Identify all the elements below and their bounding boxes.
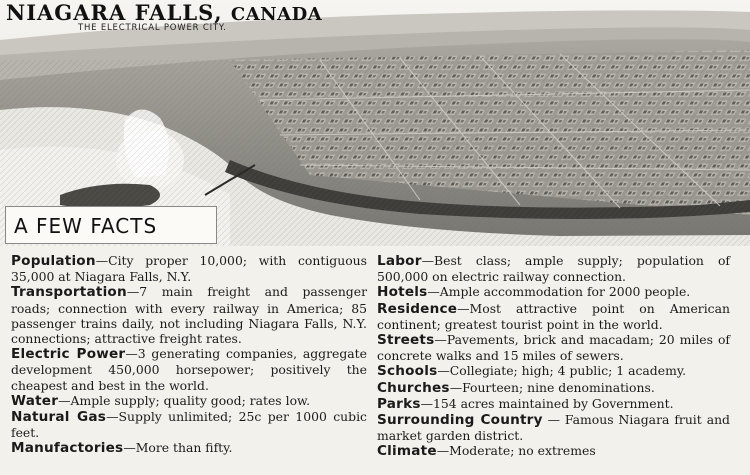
facts-heading: A FEW FACTS [5, 206, 217, 244]
fact-text: —Most attractive point on American continent; greatest tourist point in the world. [377, 300, 730, 332]
fact-text: —More than fifty. [123, 440, 233, 456]
fact-key: Streets [377, 332, 435, 349]
page-title [6, 0, 322, 25]
fact-key: Population [11, 253, 96, 269]
fact-item [377, 301, 730, 332]
fact-key: Hotels [377, 284, 428, 301]
facts-right-column [377, 253, 730, 460]
fact-key: Manufactories [11, 440, 124, 457]
fact-item [377, 443, 730, 459]
fact-key: Water [11, 392, 59, 409]
facts-left-column [11, 253, 367, 457]
fact-item [11, 409, 367, 440]
fact-text: —3 generating companies, aggregate development 450,000 horsepower; positively the cheapest and best in the world. [11, 346, 367, 393]
fact-key: Residence [377, 300, 458, 317]
fact-key: Surrounding Country [377, 412, 543, 429]
fact-text: —7 main freight and passenger roads; connection with every railway in America; 85 passenger trains daily, not including Niagara Falls, N.Y. connections; attractive freight rates. [11, 284, 367, 347]
fact-text: —Ample accommodation for 2000 people. [427, 284, 691, 300]
fact-text: —Pavements, brick and macadam; 20 miles of concrete walks and 15 miles of sewers. [377, 332, 730, 364]
fact-key: Schools [377, 363, 438, 380]
fact-item [11, 284, 367, 346]
fact-item [377, 412, 730, 443]
fact-item [377, 396, 730, 412]
fact-text: —Fourteen; nine denominations. [449, 379, 655, 395]
fact-text: —Ample supply; quality good; rates low. [58, 392, 311, 408]
fact-item [377, 380, 730, 396]
fact-key: Labor [377, 253, 422, 269]
fact-item [11, 253, 367, 284]
fact-key: Natural Gas [11, 409, 107, 426]
fact-item [377, 363, 730, 379]
page-subtitle: THE ELECTRICAL POWER CITY. [78, 23, 227, 33]
fact-key: Climate [377, 443, 437, 460]
fact-key: Transportation [11, 284, 127, 301]
fact-item [377, 284, 730, 300]
fact-key: Churches [377, 379, 450, 396]
country-name: CANADA [230, 4, 323, 25]
fact-text: — Famous Niagara fruit and market garden district. [377, 412, 730, 444]
fact-text: —Collegiate; high; 4 public; 1 academy. [437, 363, 687, 379]
fact-text: —City proper 10,000; with contiguous 35,000 at Niagara Falls, N.Y. [11, 253, 367, 285]
fact-item [11, 346, 367, 393]
fact-item [377, 253, 730, 284]
fact-item [11, 393, 367, 409]
fact-key: Parks [377, 395, 421, 412]
fact-key: Electric Power [11, 346, 126, 363]
fact-item [377, 332, 730, 363]
fact-item [11, 440, 367, 456]
title-separator: , [214, 0, 223, 25]
fact-text: —154 acres maintained by Government. [420, 395, 674, 411]
fact-text: —Moderate; no extremes [436, 443, 596, 459]
fact-text: —Best class; ample supply; population of 500,000 on electric railway connection. [377, 253, 730, 285]
city-name: NIAGARA FALLS [6, 0, 215, 25]
fact-text: —Supply unlimited; 25c per 1000 cubic feet. [11, 409, 367, 441]
